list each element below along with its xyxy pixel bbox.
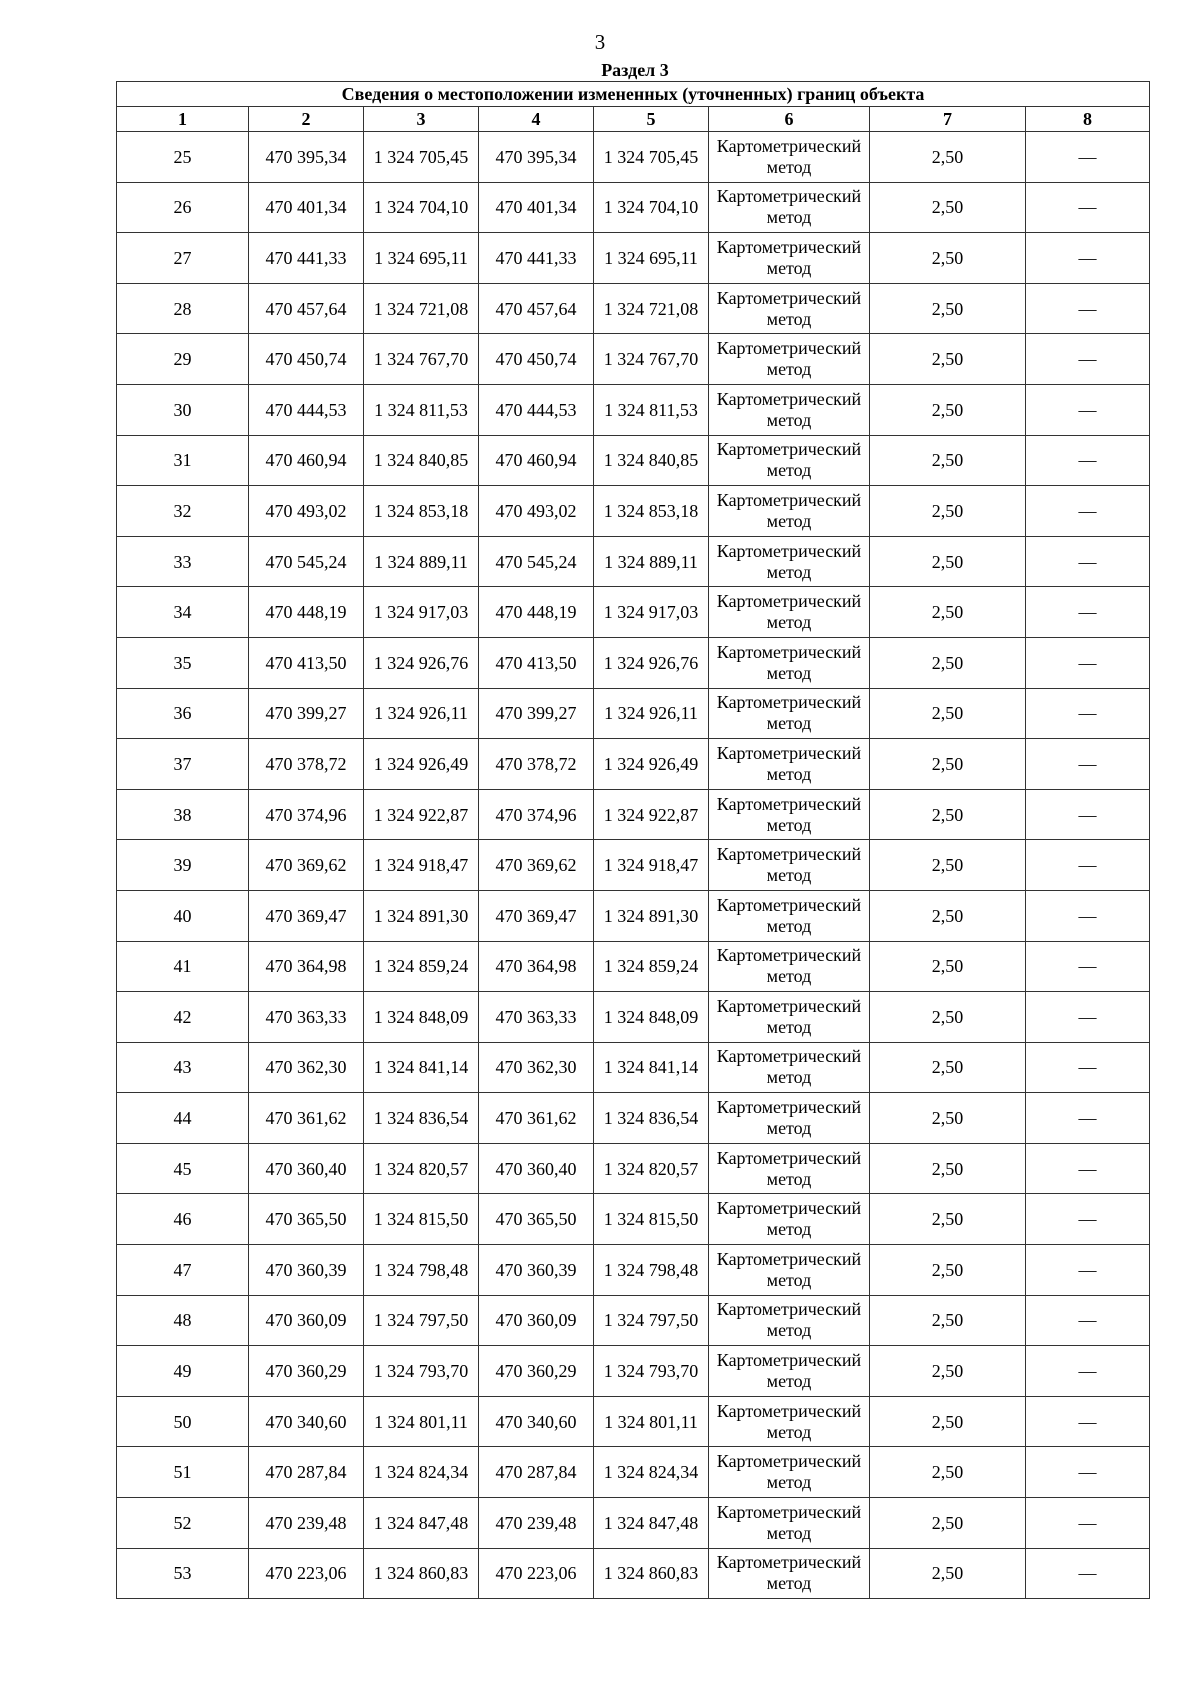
table-row <box>117 334 1150 385</box>
point-number-cell: 38 <box>117 789 249 840</box>
determination-method-cell: Картометрический метод <box>709 334 870 385</box>
determination-method-cell: Картометрический метод <box>709 688 870 739</box>
x-coordinate-old-cell: 470 361,62 <box>249 1093 364 1144</box>
determination-method-cell: Картометрический метод <box>709 1143 870 1194</box>
y-coordinate-new-cell: 1 324 798,48 <box>594 1245 709 1296</box>
accuracy-cell: 2,50 <box>870 1194 1026 1245</box>
page-number: 3 <box>594 30 606 54</box>
table-row <box>117 1498 1150 1549</box>
accuracy-cell: 2,50 <box>870 1143 1026 1194</box>
y-coordinate-new-cell: 1 324 891,30 <box>594 890 709 941</box>
x-coordinate-old-cell: 470 448,19 <box>249 587 364 638</box>
x-coordinate-old-cell: 470 360,40 <box>249 1143 364 1194</box>
x-coordinate-new-cell: 470 360,40 <box>479 1143 594 1194</box>
column-header: 3 <box>364 107 479 132</box>
point-number-cell: 42 <box>117 992 249 1043</box>
x-coordinate-new-cell: 470 457,64 <box>479 283 594 334</box>
determination-method-cell: Картометрический метод <box>709 789 870 840</box>
y-coordinate-old-cell: 1 324 889,11 <box>364 536 479 587</box>
description-cell: — <box>1026 132 1150 183</box>
description-cell: — <box>1026 1093 1150 1144</box>
x-coordinate-old-cell: 470 287,84 <box>249 1447 364 1498</box>
y-coordinate-new-cell: 1 324 917,03 <box>594 587 709 638</box>
point-number-cell: 33 <box>117 536 249 587</box>
y-coordinate-new-cell: 1 324 860,83 <box>594 1548 709 1599</box>
y-coordinate-new-cell: 1 324 926,49 <box>594 739 709 790</box>
y-coordinate-new-cell: 1 324 721,08 <box>594 283 709 334</box>
description-cell: — <box>1026 1346 1150 1397</box>
determination-method-cell: Картометрический метод <box>709 1396 870 1447</box>
point-number-cell: 32 <box>117 486 249 537</box>
y-coordinate-old-cell: 1 324 926,49 <box>364 739 479 790</box>
x-coordinate-new-cell: 470 364,98 <box>479 941 594 992</box>
x-coordinate-new-cell: 470 493,02 <box>479 486 594 537</box>
x-coordinate-new-cell: 470 362,30 <box>479 1042 594 1093</box>
point-number-cell: 25 <box>117 132 249 183</box>
accuracy-cell: 2,50 <box>870 688 1026 739</box>
accuracy-cell: 2,50 <box>870 1396 1026 1447</box>
x-coordinate-new-cell: 470 239,48 <box>479 1498 594 1549</box>
x-coordinate-new-cell: 470 448,19 <box>479 587 594 638</box>
point-number-cell: 41 <box>117 941 249 992</box>
x-coordinate-old-cell: 470 360,39 <box>249 1245 364 1296</box>
y-coordinate-new-cell: 1 324 918,47 <box>594 840 709 891</box>
x-coordinate-old-cell: 470 360,29 <box>249 1346 364 1397</box>
x-coordinate-old-cell: 470 460,94 <box>249 435 364 486</box>
y-coordinate-new-cell: 1 324 922,87 <box>594 789 709 840</box>
y-coordinate-old-cell: 1 324 891,30 <box>364 890 479 941</box>
y-coordinate-new-cell: 1 324 820,57 <box>594 1143 709 1194</box>
determination-method-cell: Картометрический метод <box>709 1042 870 1093</box>
x-coordinate-old-cell: 470 223,06 <box>249 1548 364 1599</box>
determination-method-cell: Картометрический метод <box>709 1093 870 1144</box>
x-coordinate-old-cell: 470 493,02 <box>249 486 364 537</box>
y-coordinate-old-cell: 1 324 798,48 <box>364 1245 479 1296</box>
point-number-cell: 40 <box>117 890 249 941</box>
x-coordinate-new-cell: 470 360,09 <box>479 1295 594 1346</box>
y-coordinate-new-cell: 1 324 801,11 <box>594 1396 709 1447</box>
y-coordinate-old-cell: 1 324 767,70 <box>364 334 479 385</box>
table-row <box>117 1194 1150 1245</box>
point-number-cell: 47 <box>117 1245 249 1296</box>
x-coordinate-old-cell: 470 457,64 <box>249 283 364 334</box>
x-coordinate-new-cell: 470 374,96 <box>479 789 594 840</box>
point-number-cell: 50 <box>117 1396 249 1447</box>
table-row <box>117 890 1150 941</box>
determination-method-cell: Картометрический метод <box>709 233 870 284</box>
point-number-cell: 43 <box>117 1042 249 1093</box>
description-cell: — <box>1026 1194 1150 1245</box>
accuracy-cell: 2,50 <box>870 1042 1026 1093</box>
x-coordinate-new-cell: 470 363,33 <box>479 992 594 1043</box>
x-coordinate-new-cell: 470 360,39 <box>479 1245 594 1296</box>
y-coordinate-old-cell: 1 324 926,11 <box>364 688 479 739</box>
determination-method-cell: Картометрический метод <box>709 587 870 638</box>
x-coordinate-old-cell: 470 399,27 <box>249 688 364 739</box>
description-cell: — <box>1026 182 1150 233</box>
description-cell: — <box>1026 1396 1150 1447</box>
description-cell: — <box>1026 1245 1150 1296</box>
description-cell: — <box>1026 587 1150 638</box>
description-cell: — <box>1026 1548 1150 1599</box>
point-number-cell: 36 <box>117 688 249 739</box>
column-header: 5 <box>594 107 709 132</box>
table-row <box>117 1548 1150 1599</box>
determination-method-cell: Картометрический метод <box>709 1548 870 1599</box>
description-cell: — <box>1026 283 1150 334</box>
x-coordinate-old-cell: 470 444,53 <box>249 384 364 435</box>
determination-method-cell: Картометрический метод <box>709 1295 870 1346</box>
y-coordinate-old-cell: 1 324 859,24 <box>364 941 479 992</box>
x-coordinate-new-cell: 470 365,50 <box>479 1194 594 1245</box>
y-coordinate-new-cell: 1 324 704,10 <box>594 182 709 233</box>
column-header: 2 <box>249 107 364 132</box>
determination-method-cell: Картометрический метод <box>709 486 870 537</box>
table-row <box>117 941 1150 992</box>
x-coordinate-old-cell: 470 395,34 <box>249 132 364 183</box>
description-cell: — <box>1026 992 1150 1043</box>
y-coordinate-old-cell: 1 324 793,70 <box>364 1346 479 1397</box>
x-coordinate-new-cell: 470 360,29 <box>479 1346 594 1397</box>
accuracy-cell: 2,50 <box>870 941 1026 992</box>
accuracy-cell: 2,50 <box>870 840 1026 891</box>
point-number-cell: 29 <box>117 334 249 385</box>
description-cell: — <box>1026 1447 1150 1498</box>
y-coordinate-new-cell: 1 324 767,70 <box>594 334 709 385</box>
x-coordinate-old-cell: 470 362,30 <box>249 1042 364 1093</box>
y-coordinate-old-cell: 1 324 840,85 <box>364 435 479 486</box>
y-coordinate-old-cell: 1 324 721,08 <box>364 283 479 334</box>
y-coordinate-new-cell: 1 324 841,14 <box>594 1042 709 1093</box>
y-coordinate-old-cell: 1 324 860,83 <box>364 1548 479 1599</box>
accuracy-cell: 2,50 <box>870 1498 1026 1549</box>
y-coordinate-new-cell: 1 324 848,09 <box>594 992 709 1043</box>
point-number-cell: 46 <box>117 1194 249 1245</box>
determination-method-cell: Картометрический метод <box>709 1245 870 1296</box>
table-row <box>117 132 1150 183</box>
x-coordinate-old-cell: 470 239,48 <box>249 1498 364 1549</box>
y-coordinate-new-cell: 1 324 853,18 <box>594 486 709 537</box>
y-coordinate-new-cell: 1 324 926,76 <box>594 637 709 688</box>
x-coordinate-new-cell: 470 287,84 <box>479 1447 594 1498</box>
y-coordinate-old-cell: 1 324 705,45 <box>364 132 479 183</box>
determination-method-cell: Картометрический метод <box>709 941 870 992</box>
table-row <box>117 486 1150 537</box>
accuracy-cell: 2,50 <box>870 1346 1026 1397</box>
y-coordinate-old-cell: 1 324 695,11 <box>364 233 479 284</box>
column-header: 4 <box>479 107 594 132</box>
y-coordinate-old-cell: 1 324 704,10 <box>364 182 479 233</box>
y-coordinate-old-cell: 1 324 847,48 <box>364 1498 479 1549</box>
x-coordinate-new-cell: 470 460,94 <box>479 435 594 486</box>
description-cell: — <box>1026 637 1150 688</box>
x-coordinate-old-cell: 470 363,33 <box>249 992 364 1043</box>
y-coordinate-old-cell: 1 324 820,57 <box>364 1143 479 1194</box>
description-cell: — <box>1026 486 1150 537</box>
determination-method-cell: Картометрический метод <box>709 182 870 233</box>
determination-method-cell: Картометрический метод <box>709 1194 870 1245</box>
x-coordinate-old-cell: 470 401,34 <box>249 182 364 233</box>
column-header: 7 <box>870 107 1026 132</box>
x-coordinate-old-cell: 470 340,60 <box>249 1396 364 1447</box>
table-row <box>117 587 1150 638</box>
accuracy-cell: 2,50 <box>870 739 1026 790</box>
y-coordinate-new-cell: 1 324 815,50 <box>594 1194 709 1245</box>
column-header: 1 <box>117 107 249 132</box>
point-number-cell: 51 <box>117 1447 249 1498</box>
description-cell: — <box>1026 789 1150 840</box>
description-cell: — <box>1026 688 1150 739</box>
determination-method-cell: Картометрический метод <box>709 283 870 334</box>
y-coordinate-new-cell: 1 324 889,11 <box>594 536 709 587</box>
description-cell: — <box>1026 435 1150 486</box>
table-row <box>117 233 1150 284</box>
accuracy-cell: 2,50 <box>870 283 1026 334</box>
table-body <box>117 132 1150 1599</box>
x-coordinate-old-cell: 470 360,09 <box>249 1295 364 1346</box>
table-row <box>117 1093 1150 1144</box>
x-coordinate-old-cell: 470 374,96 <box>249 789 364 840</box>
table-row <box>117 536 1150 587</box>
point-number-cell: 27 <box>117 233 249 284</box>
table-row <box>117 688 1150 739</box>
description-cell: — <box>1026 739 1150 790</box>
x-coordinate-new-cell: 470 399,27 <box>479 688 594 739</box>
y-coordinate-new-cell: 1 324 840,85 <box>594 435 709 486</box>
point-number-cell: 34 <box>117 587 249 638</box>
determination-method-cell: Картометрический метод <box>709 840 870 891</box>
determination-method-cell: Картометрический метод <box>709 992 870 1043</box>
column-header: 8 <box>1026 107 1150 132</box>
x-coordinate-new-cell: 470 450,74 <box>479 334 594 385</box>
table-row <box>117 739 1150 790</box>
point-number-cell: 26 <box>117 182 249 233</box>
accuracy-cell: 2,50 <box>870 384 1026 435</box>
x-coordinate-old-cell: 470 441,33 <box>249 233 364 284</box>
x-coordinate-old-cell: 470 365,50 <box>249 1194 364 1245</box>
point-number-cell: 35 <box>117 637 249 688</box>
x-coordinate-old-cell: 470 378,72 <box>249 739 364 790</box>
x-coordinate-new-cell: 470 369,47 <box>479 890 594 941</box>
description-cell: — <box>1026 384 1150 435</box>
y-coordinate-old-cell: 1 324 926,76 <box>364 637 479 688</box>
determination-method-cell: Картометрический метод <box>709 384 870 435</box>
x-coordinate-new-cell: 470 441,33 <box>479 233 594 284</box>
y-coordinate-new-cell: 1 324 859,24 <box>594 941 709 992</box>
determination-method-cell: Картометрический метод <box>709 435 870 486</box>
point-number-cell: 52 <box>117 1498 249 1549</box>
x-coordinate-new-cell: 470 369,62 <box>479 840 594 891</box>
table-row <box>117 283 1150 334</box>
table-row <box>117 1042 1150 1093</box>
accuracy-cell: 2,50 <box>870 789 1026 840</box>
description-cell: — <box>1026 536 1150 587</box>
description-cell: — <box>1026 941 1150 992</box>
accuracy-cell: 2,50 <box>870 637 1026 688</box>
table-row <box>117 1447 1150 1498</box>
description-cell: — <box>1026 1042 1150 1093</box>
column-number-row <box>117 107 1150 132</box>
point-number-cell: 44 <box>117 1093 249 1144</box>
accuracy-cell: 2,50 <box>870 132 1026 183</box>
table-row <box>117 637 1150 688</box>
boundary-coordinates-table <box>116 81 1150 1599</box>
determination-method-cell: Картометрический метод <box>709 536 870 587</box>
accuracy-cell: 2,50 <box>870 233 1026 284</box>
x-coordinate-new-cell: 470 545,24 <box>479 536 594 587</box>
y-coordinate-new-cell: 1 324 793,70 <box>594 1346 709 1397</box>
determination-method-cell: Картометрический метод <box>709 739 870 790</box>
y-coordinate-old-cell: 1 324 811,53 <box>364 384 479 435</box>
determination-method-cell: Картометрический метод <box>709 132 870 183</box>
y-coordinate-new-cell: 1 324 695,11 <box>594 233 709 284</box>
x-coordinate-new-cell: 470 413,50 <box>479 637 594 688</box>
accuracy-cell: 2,50 <box>870 1093 1026 1144</box>
x-coordinate-old-cell: 470 413,50 <box>249 637 364 688</box>
y-coordinate-old-cell: 1 324 848,09 <box>364 992 479 1043</box>
table-row <box>117 840 1150 891</box>
accuracy-cell: 2,50 <box>870 182 1026 233</box>
table-caption: Сведения о местоположении измененных (уточненных) границ объекта <box>117 82 1150 107</box>
determination-method-cell: Картометрический метод <box>709 1447 870 1498</box>
y-coordinate-old-cell: 1 324 797,50 <box>364 1295 479 1346</box>
y-coordinate-old-cell: 1 324 922,87 <box>364 789 479 840</box>
y-coordinate-new-cell: 1 324 836,54 <box>594 1093 709 1144</box>
point-number-cell: 53 <box>117 1548 249 1599</box>
y-coordinate-new-cell: 1 324 926,11 <box>594 688 709 739</box>
table-row <box>117 789 1150 840</box>
y-coordinate-new-cell: 1 324 797,50 <box>594 1295 709 1346</box>
x-coordinate-new-cell: 470 401,34 <box>479 182 594 233</box>
y-coordinate-old-cell: 1 324 801,11 <box>364 1396 479 1447</box>
table-row <box>117 992 1150 1043</box>
description-cell: — <box>1026 233 1150 284</box>
x-coordinate-new-cell: 470 340,60 <box>479 1396 594 1447</box>
table-row <box>117 182 1150 233</box>
description-cell: — <box>1026 1498 1150 1549</box>
y-coordinate-new-cell: 1 324 811,53 <box>594 384 709 435</box>
point-number-cell: 39 <box>117 840 249 891</box>
description-cell: — <box>1026 1143 1150 1194</box>
accuracy-cell: 2,50 <box>870 890 1026 941</box>
y-coordinate-new-cell: 1 324 824,34 <box>594 1447 709 1498</box>
accuracy-cell: 2,50 <box>870 1447 1026 1498</box>
y-coordinate-old-cell: 1 324 815,50 <box>364 1194 479 1245</box>
y-coordinate-old-cell: 1 324 918,47 <box>364 840 479 891</box>
accuracy-cell: 2,50 <box>870 486 1026 537</box>
table-row <box>117 1245 1150 1296</box>
table-row <box>117 1396 1150 1447</box>
x-coordinate-new-cell: 470 444,53 <box>479 384 594 435</box>
table-row <box>117 435 1150 486</box>
y-coordinate-old-cell: 1 324 853,18 <box>364 486 479 537</box>
determination-method-cell: Картометрический метод <box>709 1498 870 1549</box>
point-number-cell: 45 <box>117 1143 249 1194</box>
accuracy-cell: 2,50 <box>870 1295 1026 1346</box>
point-number-cell: 48 <box>117 1295 249 1346</box>
y-coordinate-old-cell: 1 324 824,34 <box>364 1447 479 1498</box>
accuracy-cell: 2,50 <box>870 1245 1026 1296</box>
x-coordinate-old-cell: 470 369,62 <box>249 840 364 891</box>
determination-method-cell: Картометрический метод <box>709 1346 870 1397</box>
accuracy-cell: 2,50 <box>870 992 1026 1043</box>
accuracy-cell: 2,50 <box>870 334 1026 385</box>
accuracy-cell: 2,50 <box>870 587 1026 638</box>
point-number-cell: 49 <box>117 1346 249 1397</box>
x-coordinate-old-cell: 470 369,47 <box>249 890 364 941</box>
x-coordinate-new-cell: 470 223,06 <box>479 1548 594 1599</box>
accuracy-cell: 2,50 <box>870 536 1026 587</box>
x-coordinate-new-cell: 470 378,72 <box>479 739 594 790</box>
section-title: Раздел 3 <box>601 60 669 80</box>
description-cell: — <box>1026 1295 1150 1346</box>
y-coordinate-old-cell: 1 324 836,54 <box>364 1093 479 1144</box>
point-number-cell: 31 <box>117 435 249 486</box>
y-coordinate-new-cell: 1 324 847,48 <box>594 1498 709 1549</box>
y-coordinate-new-cell: 1 324 705,45 <box>594 132 709 183</box>
description-cell: — <box>1026 334 1150 385</box>
x-coordinate-old-cell: 470 450,74 <box>249 334 364 385</box>
x-coordinate-old-cell: 470 364,98 <box>249 941 364 992</box>
y-coordinate-old-cell: 1 324 841,14 <box>364 1042 479 1093</box>
x-coordinate-old-cell: 470 545,24 <box>249 536 364 587</box>
accuracy-cell: 2,50 <box>870 435 1026 486</box>
column-header: 6 <box>709 107 870 132</box>
table-row <box>117 1143 1150 1194</box>
accuracy-cell: 2,50 <box>870 1548 1026 1599</box>
table-row <box>117 1295 1150 1346</box>
table-caption-row <box>117 82 1150 107</box>
point-number-cell: 28 <box>117 283 249 334</box>
point-number-cell: 30 <box>117 384 249 435</box>
determination-method-cell: Картометрический метод <box>709 890 870 941</box>
table-row <box>117 1346 1150 1397</box>
point-number-cell: 37 <box>117 739 249 790</box>
x-coordinate-new-cell: 470 395,34 <box>479 132 594 183</box>
table-row <box>117 384 1150 435</box>
x-coordinate-new-cell: 470 361,62 <box>479 1093 594 1144</box>
y-coordinate-old-cell: 1 324 917,03 <box>364 587 479 638</box>
description-cell: — <box>1026 890 1150 941</box>
determination-method-cell: Картометрический метод <box>709 637 870 688</box>
description-cell: — <box>1026 840 1150 891</box>
